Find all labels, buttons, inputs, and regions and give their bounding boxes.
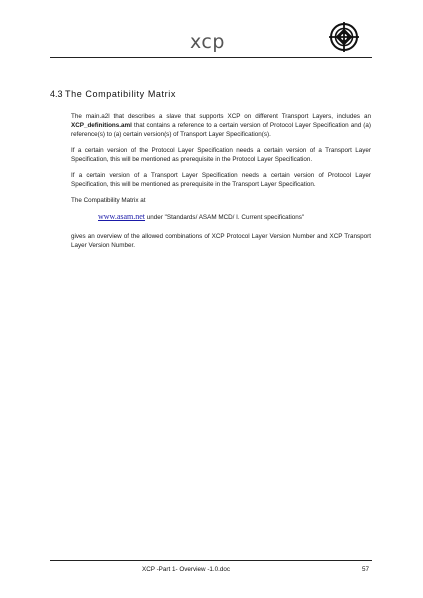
xcp-logo: xcp bbox=[190, 31, 225, 53]
paragraph-text: that contains a reference to a certain version of Protocol Layer Specification and (a) reference(s) to (a) certain version(s) of Transport Layer Specification(s). bbox=[71, 122, 371, 138]
paragraph-protocol-layer: If a certain version of the Protocol Layer Specification needs a certain version of a Transport Layer Specification, this will be mentioned as prerequisite in the Protocol Layer Specification. bbox=[71, 147, 371, 163]
footer-document-name: XCP -Part 1- Overview -1.0.doc bbox=[142, 566, 231, 573]
paragraph-transport-layer: If a certain version of a Transport Layer Specification needs a certain version of Protocol Layer Specification, this will be mentioned as prerequisite in the Transport Layer Specification. bbox=[71, 172, 371, 188]
section-body bbox=[71, 112, 371, 257]
page-number: 57 bbox=[362, 566, 370, 573]
section-heading bbox=[50, 89, 176, 100]
header-divider bbox=[50, 57, 372, 58]
paragraph-text: The main.a2l that describes a slave that supports XCP on different Transport Layers, includes an bbox=[71, 113, 371, 120]
paragraph-compatibility-matrix-intro: The Compatibility Matrix at bbox=[71, 197, 146, 204]
xcp-definitions-file-name: XCP_definitions.aml bbox=[71, 122, 132, 129]
link-suffix-text: under "Standards/ ASAM MCD/ I. Current specifications" bbox=[145, 214, 305, 221]
asam-crosshair-emblem-icon bbox=[329, 22, 359, 52]
paragraph-main-a2l bbox=[71, 112, 371, 139]
asam-website-link[interactable]: www.asam.net bbox=[98, 212, 146, 221]
footer-divider bbox=[50, 560, 372, 561]
section-title: The Compatibility Matrix bbox=[65, 89, 176, 99]
section-number: 4.3 bbox=[50, 89, 63, 99]
link-line bbox=[98, 212, 371, 222]
paragraph-overview: gives an overview of the allowed combinations of XCP Protocol Layer Version Number and XCP Transport Layer Version Number. bbox=[71, 233, 371, 249]
